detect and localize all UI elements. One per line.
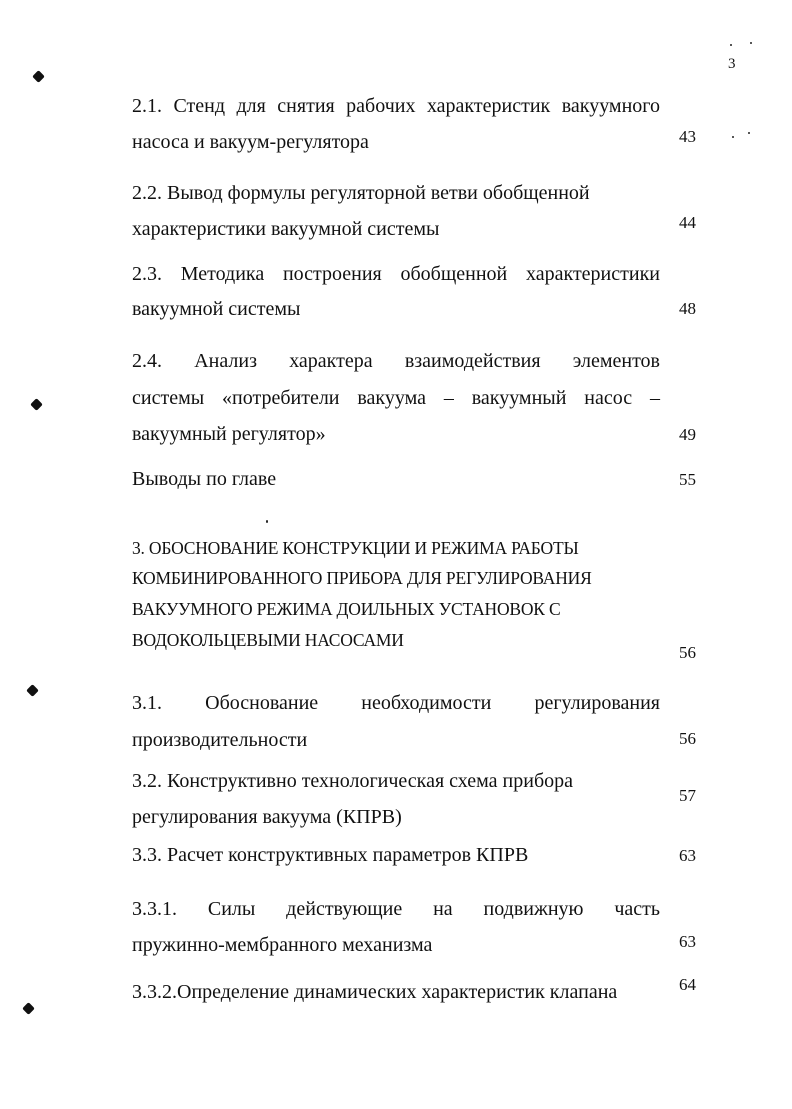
toc-page-number: 63 bbox=[679, 932, 696, 951]
toc-entry-text: вакуумной системы bbox=[132, 298, 301, 320]
toc-entry-text: регулирования вакуума (КПРВ) bbox=[132, 806, 402, 828]
toc-page-number: 64 bbox=[679, 975, 696, 994]
toc-page-number: 49 bbox=[679, 425, 696, 444]
toc-page-number: 43 bbox=[679, 127, 696, 146]
toc-entry-text: системы «потребители вакуума – вакуумный насос – bbox=[132, 387, 660, 409]
toc-entry-text: 3.3.2.Определение динамических характеристик клапана bbox=[132, 981, 618, 1003]
toc-chapter-title-line: КОМБИНИРОВАННОГО ПРИБОРА ДЛЯ РЕГУЛИРОВАНИЯ bbox=[132, 568, 592, 588]
toc-page-number: 44 bbox=[679, 213, 696, 232]
binder-mark bbox=[22, 1002, 35, 1015]
toc-entry-text: 3.3. Расчет конструктивных параметров КПРВ bbox=[132, 844, 529, 866]
toc-entry-text: 2.3. Методика построения обобщенной характеристики bbox=[132, 263, 660, 285]
binder-mark bbox=[26, 684, 39, 697]
toc-page-number: 56 bbox=[679, 729, 696, 748]
toc-page-number: 57 bbox=[679, 786, 696, 805]
toc-entry-text: 3.2. Конструктивно технологическая схема прибора bbox=[132, 770, 574, 792]
toc-page-number: 48 bbox=[679, 299, 696, 318]
toc-page-number: 55 bbox=[679, 470, 696, 489]
toc-chapter-title-line: ВОДОКОЛЬЦЕВЫМИ НАСОСАМИ bbox=[132, 630, 404, 650]
toc-entry-text: насоса и вакуум-регулятора bbox=[132, 131, 369, 153]
toc-entry-text: Выводы по главе bbox=[132, 468, 277, 490]
scan-speck bbox=[748, 132, 750, 134]
toc-chapter-title-line: 3. ОБОСНОВАНИЕ КОНСТРУКЦИИ И РЕЖИМА РАБОТЫ bbox=[132, 538, 579, 558]
scan-speck bbox=[730, 44, 732, 46]
toc-page-number: 63 bbox=[679, 846, 696, 865]
toc-entry-text: производительности bbox=[132, 729, 308, 751]
toc-entry-text: 2.4. Анализ характера взаимодействия элементов bbox=[132, 350, 660, 372]
scan-speck bbox=[266, 520, 268, 523]
toc-entry-text: 3.3.1. Силы действующие на подвижную часть bbox=[132, 898, 660, 920]
scan-speck bbox=[750, 42, 752, 44]
scan-speck bbox=[732, 136, 734, 138]
toc-entry-text: 2.2. Вывод формулы регуляторной ветви обобщенной bbox=[132, 182, 590, 204]
binder-mark bbox=[30, 398, 43, 411]
toc-entry-text: характеристики вакуумной системы bbox=[132, 218, 440, 240]
toc-chapter-title-line: ВАКУУМНОГО РЕЖИМА ДОИЛЬНЫХ УСТАНОВОК С bbox=[132, 599, 561, 619]
page-number: 3 bbox=[728, 56, 736, 72]
binder-mark bbox=[32, 70, 45, 83]
toc-entry-text: вакуумный регулятор» bbox=[132, 423, 326, 445]
toc-entry-text: пружинно-мембранного механизма bbox=[132, 934, 433, 956]
toc-entry-text: 3.1. Обоснование необходимости регулирования bbox=[132, 692, 660, 714]
toc-page-number: 56 bbox=[679, 643, 696, 662]
toc-entry-text: 2.1. Стенд для снятия рабочих характеристик вакуумного bbox=[132, 95, 660, 117]
